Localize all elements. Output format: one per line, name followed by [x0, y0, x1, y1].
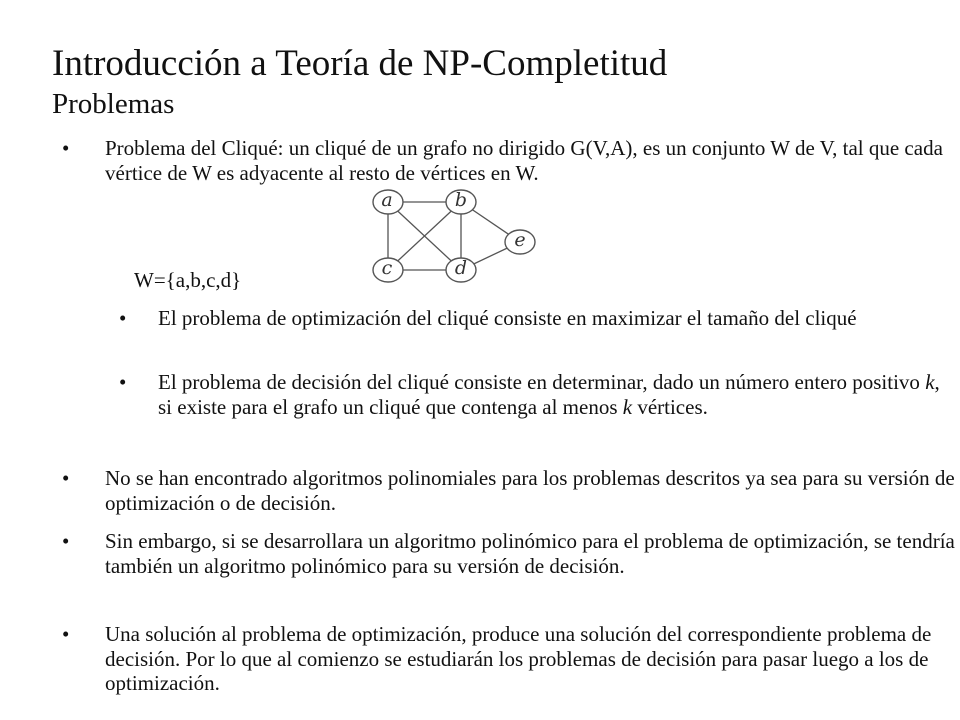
bullet-item-no-polynomial	[62, 466, 955, 515]
item-text: Sin embargo, si se desarrollara un algoritmo polinómico para el problema de optimización, se tendría también un algoritmo polinómico para su versión de decisión.	[105, 529, 955, 578]
item-var-k: k	[925, 370, 935, 394]
item-var-k: k	[622, 394, 633, 419]
node-label-b: b	[454, 189, 468, 211]
item-text: No se han encontrado algoritmos polinomiales para los problemas descritos ya sea para su versión de optimización o de decisión.	[105, 466, 955, 515]
slide-title: Introducción a Teoría de NP-Completitud	[52, 43, 668, 84]
item-text: Una solución al problema de optimización, produce una solución del correspondiente problema de decisión. Por lo que al comienzo se estudiarán los problemas de decisión para pasar luego a los de optimización.	[105, 622, 932, 695]
bullet-item-however	[62, 529, 955, 578]
bullet-marker: •	[119, 370, 127, 394]
item-text: , si existe para el grafo un cliqué que contenga al menos	[158, 370, 940, 419]
item-text: El problema de optimización del cliqué consiste en maximizar el tamaño del cliqué	[158, 306, 857, 330]
clique-graph-diagram	[365, 185, 565, 295]
node-label-a: a	[381, 189, 393, 211]
node-label-c: c	[381, 257, 393, 279]
bullet-marker: •	[62, 136, 70, 160]
sub-bullet-optimization	[119, 306, 948, 331]
slide-subtitle: Problemas	[52, 88, 175, 120]
bullet-marker: •	[119, 306, 127, 330]
bullet-marker: •	[62, 466, 70, 490]
bullet-item-clique-definition	[62, 136, 955, 185]
bullet-item-solution	[62, 622, 955, 696]
sub-bullet-decision	[119, 370, 948, 419]
item-text: El problema de decisión del cliqué consiste en determinar, dado un número entero positivo	[158, 370, 926, 394]
clique-set-label: W={a,b,c,d}	[134, 268, 242, 292]
item-text: Problema del Cliqué: un cliqué de un grafo no dirigido G(V,A), es un conjunto W de V, tal que cada vértice de W es adyacente al resto de vértices en W.	[105, 136, 943, 185]
bullet-marker: •	[62, 622, 70, 646]
bullet-marker: •	[62, 529, 70, 553]
node-label-e: e	[514, 229, 526, 251]
node-label-d: d	[454, 257, 468, 279]
item-text: vértices.	[632, 394, 708, 419]
